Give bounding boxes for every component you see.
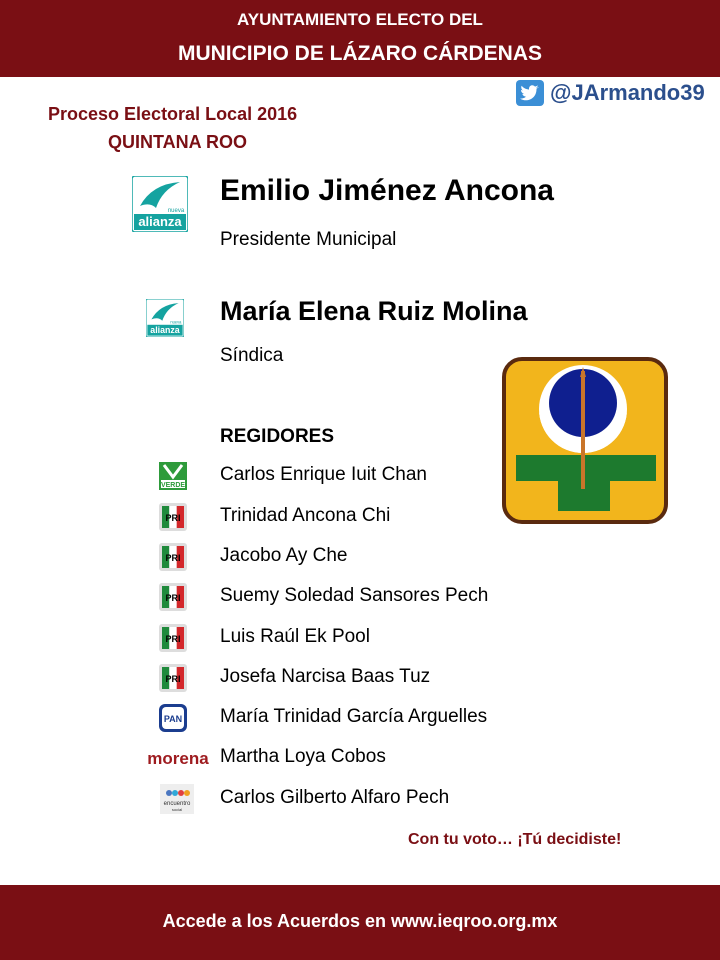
pri-logo <box>158 502 188 532</box>
pri-logo <box>158 623 188 653</box>
president-name: Emilio Jiménez Ancona <box>220 174 554 207</box>
regidor-name: Jacobo Ay Che <box>220 545 348 566</box>
president-role: Presidente Municipal <box>220 229 397 250</box>
regidor-name: Carlos Gilberto Alfaro Pech <box>220 787 450 808</box>
process-title: Proceso Electoral Local 2016 <box>48 104 298 124</box>
list-item <box>0 703 720 733</box>
pri-logo-text: PRI <box>165 634 181 644</box>
list-item <box>0 663 720 693</box>
sindica-name: María Elena Ruiz Molina <box>220 296 528 326</box>
nueva-logo-text: nueva <box>170 319 182 325</box>
alianza-logo-text: alianza <box>150 324 180 335</box>
pan-logo <box>158 703 188 733</box>
tagline: Con tu voto… ¡Tú decidiste! <box>408 831 622 848</box>
pri-logo <box>158 582 188 612</box>
regidores-title: REGIDORES <box>220 426 335 447</box>
regidor-name: Martha Loya Cobos <box>220 746 386 767</box>
morena-logo <box>146 743 210 773</box>
twitter-handle: @JArmando39 <box>550 80 705 105</box>
regidor-name: Suemy Soledad Sansores Pech <box>220 585 489 606</box>
encuentro-social-logo <box>160 784 194 814</box>
twitter-bird-icon <box>516 80 544 106</box>
pri-logo <box>158 542 188 572</box>
list-item <box>0 582 720 612</box>
header-title: MUNICIPIO DE LÁZARO CÁRDENAS <box>177 42 542 65</box>
process-state: QUINTANA ROO <box>108 132 247 152</box>
nueva-alianza-logo <box>146 299 184 337</box>
regidor-name: Carlos Enrique Iuit Chan <box>220 464 427 485</box>
regidor-name: María Trinidad García Arguelles <box>220 706 488 727</box>
pri-logo-text: PRI <box>165 593 181 603</box>
regidor-name: Luis Raúl Ek Pool <box>220 626 370 647</box>
pri-logo <box>158 663 188 693</box>
list-item <box>0 502 720 532</box>
header-subtitle: AYUNTAMIENTO ELECTO DEL <box>237 10 483 29</box>
partido-verde-logo <box>158 461 188 491</box>
list-item <box>0 743 720 773</box>
pan-logo-text: PAN <box>163 714 183 724</box>
pri-logo-text: PRI <box>165 513 181 523</box>
alianza-logo-text: alianza <box>138 214 182 229</box>
municipal-emblem <box>502 357 668 524</box>
pri-logo-text: PRI <box>165 553 181 563</box>
list-item <box>0 623 720 653</box>
twitter-link[interactable] <box>516 80 705 106</box>
verde-logo-text: VERDE <box>160 482 186 489</box>
footer-link[interactable]: Accede a los Acuerdos en www.ieqroo.org.mx <box>162 911 558 931</box>
pri-logo-text: PRI <box>165 674 181 684</box>
sindica-role: Síndica <box>220 345 284 366</box>
list-item <box>0 461 720 491</box>
morena-logo-text: morena <box>147 749 209 768</box>
nueva-alianza-logo <box>132 176 188 232</box>
regidor-name: Trinidad Ancona Chi <box>220 505 391 526</box>
list-item <box>0 784 720 814</box>
encuentro-logo-text: encuentro <box>163 801 191 807</box>
regidor-name: Josefa Narcisa Baas Tuz <box>220 666 431 687</box>
list-item <box>0 542 720 572</box>
social-logo-text: social <box>171 807 183 812</box>
nueva-logo-text: nueva <box>167 208 185 214</box>
